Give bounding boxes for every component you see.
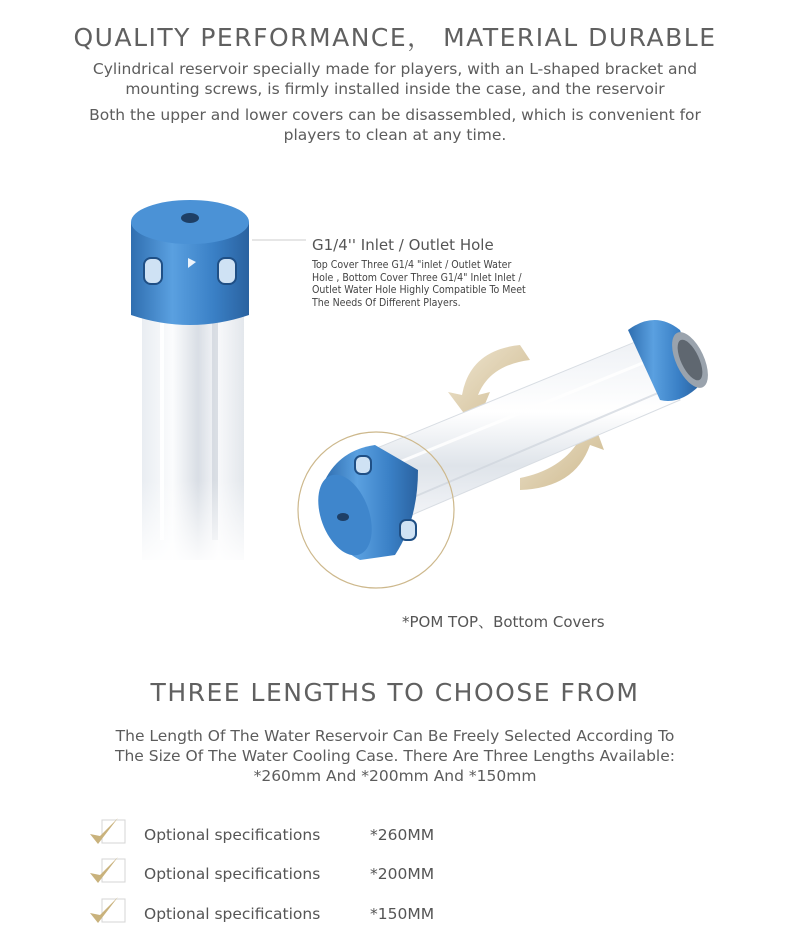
- option-label: Optional specifications: [144, 865, 321, 883]
- desc-line: *260mm And *200mm And *150mm: [253, 767, 537, 785]
- option-value: *260MM: [370, 826, 435, 844]
- intro-line: mounting screws, is firmly installed inside the case, and the reservoir: [125, 80, 665, 98]
- callout-line: Hole , Bottom Cover Three G1/4" Inlet Inlet /: [312, 271, 522, 284]
- covers-note: *POM TOP、Bottom Covers: [402, 613, 605, 631]
- callout-line: Top Cover Three G1/4 "inlet / Outlet Water: [312, 259, 512, 271]
- option-value: *150MM: [370, 905, 435, 923]
- intro-paragraph-1: [0, 59, 790, 99]
- intro-line: players to clean at any time.: [283, 126, 507, 144]
- section-title-quality: QUALITY PERFORMANCE， MATERIAL DURABLE: [73, 23, 717, 52]
- option-value: *200MM: [370, 865, 435, 883]
- intro-line: Both the upper and lower covers can be disassembled, which is convenient for: [89, 106, 701, 124]
- callout-title: G1/4'' Inlet / Outlet Hole: [312, 236, 494, 254]
- section-title-lengths: THREE LENGTHS TO CHOOSE FROM: [150, 678, 640, 707]
- intro-paragraph-2: [0, 105, 790, 145]
- check-mark-icon: [88, 855, 128, 889]
- lengths-description: [0, 726, 790, 786]
- callout-line: The Needs Of Different Players.: [312, 296, 461, 309]
- option-label: Optional specifications: [144, 905, 321, 923]
- desc-line: The Length Of The Water Reservoir Can Be Freely Selected According To: [115, 727, 675, 745]
- check-mark-icon: [88, 816, 128, 850]
- option-label: Optional specifications: [144, 826, 321, 844]
- callout-body: [312, 259, 632, 309]
- intro-line: Cylindrical reservoir specially made for players, with an L-shaped bracket and: [92, 60, 698, 78]
- check-mark-icon: [88, 895, 128, 929]
- vertical-reservoir: [130, 200, 260, 570]
- desc-line: The Size Of The Water Cooling Case. There Are Three Lengths Available:: [115, 747, 675, 765]
- callout-line: Outlet Water Hole Highly Compatible To Meet: [312, 284, 526, 296]
